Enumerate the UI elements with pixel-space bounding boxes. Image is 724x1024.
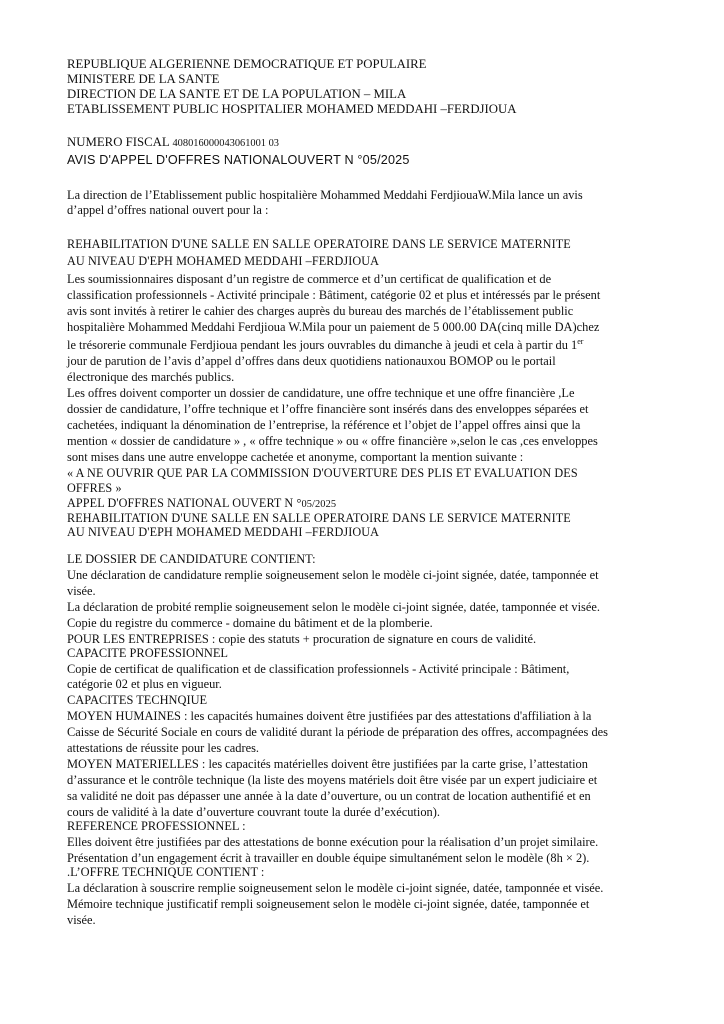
- paragraph-line: sont mises dans une autre enveloppe cachetée et anonyme, comportant la mention suivante :: [67, 450, 524, 464]
- object-line: AU NIVEAU D'EPH MOHAMED MEDDAHI –FERDJIOUA: [67, 254, 380, 268]
- dossier-line: visée.: [67, 584, 96, 598]
- dossier-line: cours de validité à la date d’ouverture couvrant toute la durée d’exécution).: [67, 805, 440, 819]
- mention-line: REHABILITATION D'UNE SALLE EN SALLE OPERATOIRE DANS LE SERVICE MATERNITE: [67, 511, 571, 525]
- paragraph-line: avis sont invités à retirer le cahier des charges auprès du bureau des marchés de l’établissement public: [67, 304, 574, 318]
- fiscal-number: [67, 135, 279, 151]
- offre-technique-line: visée.: [67, 913, 96, 927]
- dossier-line: d’assurance et le contrôle technique (la liste des moyens matériels doit être visée par un expert judiciaire et: [67, 773, 598, 787]
- mention-text: APPEL D'OFFRES NATIONAL OUVERT N °: [67, 496, 302, 510]
- paragraph-line: classification professionnels - Activité principale : Bâtiment, catégorie 02 et plus et intéressés par le présent: [67, 288, 601, 302]
- paragraph-line: cachetées, indiquant la dénomination de l’entreprise, la référence et l’objet de l’appel offres ainsi que la: [67, 418, 581, 432]
- dossier-line: attestations de réussite pour les cadres.: [67, 741, 259, 755]
- offre-technique-line: Mémoire technique justificatif rempli soigneusement selon le modèle ci-joint signée, datée, tamponnée et: [67, 897, 590, 911]
- mention-line: OFFRES »: [67, 481, 122, 495]
- section-heading: .L’OFFRE TECHNIQUE CONTIENT :: [67, 865, 265, 879]
- dossier-line: catégorie 02 et plus en vigueur.: [67, 677, 222, 691]
- offre-technique-line: La déclaration à souscrire remplie soigneusement selon le modèle ci-joint signée, datée, tamponnée et visée.: [67, 881, 604, 895]
- dossier-line: Copie du registre du commerce - domaine du bâtiment et de la plomberie.: [67, 616, 433, 630]
- paragraph-line: électronique des marchés publics.: [67, 370, 235, 384]
- fiscal-label: NUMERO FISCAL: [67, 135, 170, 149]
- mention-line: « A NE OUVRIR QUE PAR LA COMMISSION D'OUVERTURE DES PLIS ET EVALUATION DES: [67, 466, 578, 480]
- dossier-line: Elles doivent être justifiées par des attestations de bonne exécution pour la réalisation d’un projet similaire.: [67, 835, 599, 849]
- dossier-line: POUR LES ENTREPRISES : copie des statuts + procuration de signature en cours de validité.: [67, 632, 537, 646]
- intro-line: La direction de l’Etablissement public hospitalière Mohammed Meddahi FerdjiouaW.Mila lance un avis: [67, 188, 583, 202]
- mention-number: 05/2025: [301, 499, 337, 510]
- dossier-line: MOYEN MATERIELLES : les capacités matérielles doivent être justifiées par la carte grise, l’attestation: [67, 757, 588, 771]
- paragraph-text: le trésorerie communale Ferdjioua pendant les jours ouvrables du dimanche à jeudi et cela à partir du 1: [67, 338, 578, 352]
- dossier-line: MOYEN HUMAINES : les capacités humaines doivent être justifiées par des attestations d'affiliation à la: [67, 709, 592, 723]
- page-title: AVIS D'APPEL D'OFFRES NATIONALOUVERT N °05/2025: [67, 153, 410, 167]
- section-heading: LE DOSSIER DE CANDIDATURE CONTIENT:: [67, 552, 316, 566]
- paragraph-line: Les offres doivent comporter un dossier de candidature, une offre technique et une offre financière ,Le: [67, 386, 575, 400]
- dossier-line: Copie de certificat de qualification et de classification professionnels - Activité principale : Bâtiment,: [67, 662, 570, 676]
- header-line-direction: DIRECTION DE LA SANTE ET DE LA POPULATION – MILA: [67, 87, 407, 101]
- dossier-line: Une déclaration de candidature remplie soigneusement selon le modèle ci-joint signée, datée, tamponnée et: [67, 568, 599, 582]
- dossier-line: Présentation d’un engagement écrit à travailler en double équipe simultanément selon le modèle (8h × 2).: [67, 851, 590, 865]
- paragraph-line: dossier de candidature, l’offre technique et l’offre financière sont insérés dans des enveloppes séparées et: [67, 402, 589, 416]
- dossier-line: La déclaration de probité remplie soigneusement selon le modèle ci-joint signée, datée, tamponnée et visée.: [67, 600, 600, 614]
- intro-line: d’appel d’offres national ouvert pour la :: [67, 203, 269, 217]
- header-line-etablissement: ETABLISSEMENT PUBLIC HOSPITALIER MOHAMED MEDDAHI –FERDJIOUA: [67, 102, 517, 116]
- subsection-heading: CAPACITES TECHNQIUE: [67, 693, 208, 707]
- mention-line: [67, 496, 336, 512]
- header-line-republique: REPUBLIQUE ALGERIENNE DEMOCRATIQUE ET POPULAIRE: [67, 57, 427, 71]
- fiscal-value: 408016000043061001 03: [172, 138, 279, 149]
- dossier-line: sa validité ne doit pas dépasser une année à la date d’ouverture, ou un contrat de location authentifié et en: [67, 789, 591, 803]
- dossier-line: Caisse de Sécurité Sociale en cours de validité durant la période de préparation des offres, accompagnées des: [67, 725, 608, 739]
- paragraph-line: jour de parution de l’avis d’appel d’offres dans deux quotidiens nationauxou BOMOP ou le portail: [67, 354, 556, 368]
- object-line: REHABILITATION D'UNE SALLE EN SALLE OPERATOIRE DANS LE SERVICE MATERNITE: [67, 237, 571, 251]
- subsection-heading: REFERENCE PROFESSIONNEL :: [67, 819, 246, 833]
- superscript-er: er: [577, 337, 584, 346]
- paragraph-line: mention « dossier de candidature » , « offre technique » ou « offre financière »,selon le cas ,ces enveloppes: [67, 434, 598, 448]
- paragraph-line: hospitalière Mohammed Meddahi Ferdjioua W.Mila pour un paiement de 5 000.00 DA(cinq mille DA)chez: [67, 320, 600, 334]
- paragraph-line: Les soumissionnaires disposant d’un registre de commerce et d’un certificat de qualification et de: [67, 272, 552, 286]
- subsection-heading: CAPACITE PROFESSIONNEL: [67, 646, 228, 660]
- mention-line: AU NIVEAU D'EPH MOHAMED MEDDAHI –FERDJIOUA: [67, 525, 380, 539]
- header-line-ministere: MINISTERE DE LA SANTE: [67, 72, 220, 86]
- paragraph-line: [67, 338, 583, 352]
